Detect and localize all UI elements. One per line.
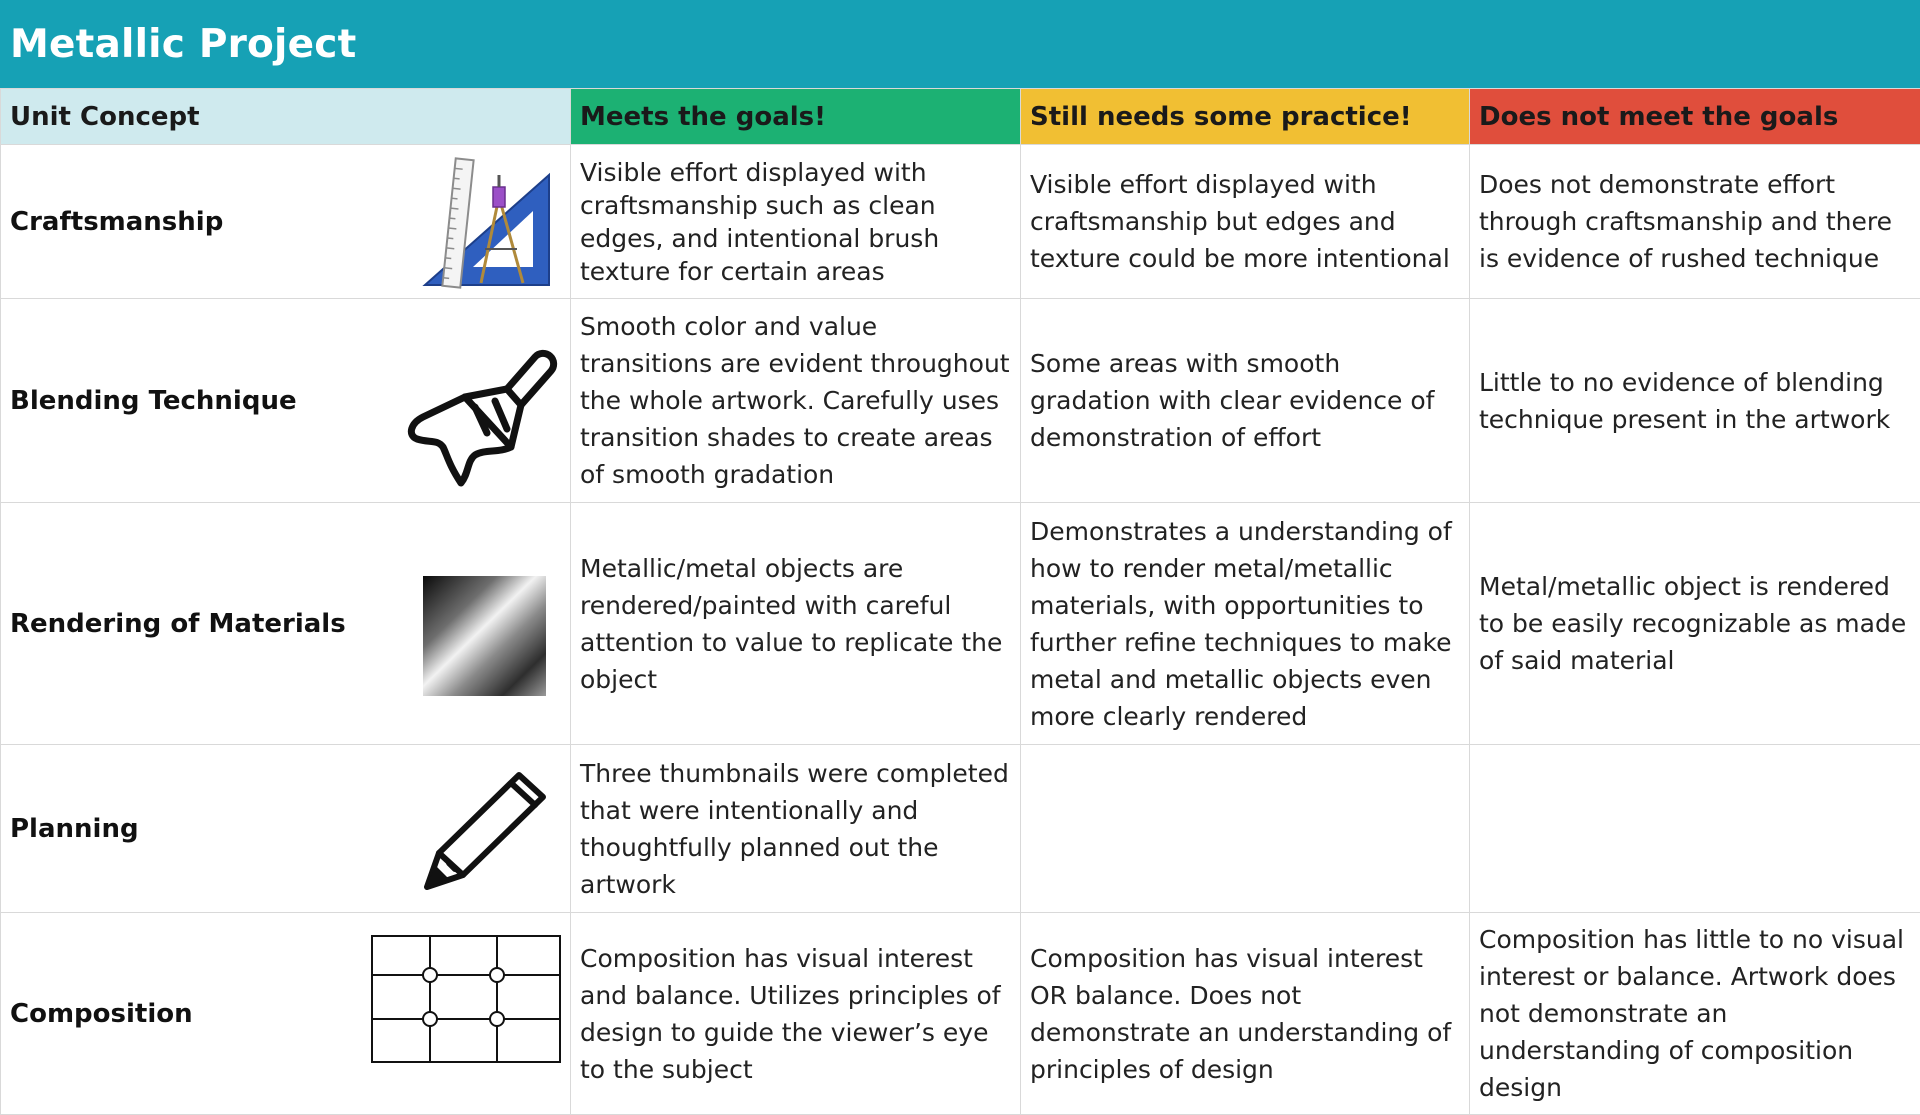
metallic-gradient-swatch-icon bbox=[423, 576, 546, 696]
needs-practice-cell: Visible effort displayed with craftsmanship but edges and texture could be more intentional bbox=[1021, 145, 1470, 299]
does-not-meet-cell bbox=[1470, 745, 1920, 913]
does-not-meet-cell: Little to no evidence of blending technique present in the artwork bbox=[1470, 299, 1920, 503]
header-unit-concept: Unit Concept bbox=[1, 89, 571, 145]
page-title: Metallic Project bbox=[10, 22, 356, 67]
paintbrush-icon bbox=[403, 343, 563, 495]
rule-of-thirds-grid-icon bbox=[371, 935, 561, 1063]
does-not-meet-cell: Metal/metallic object is rendered to be easily recognizable as made of said material bbox=[1470, 503, 1920, 745]
pencil-icon bbox=[421, 767, 551, 895]
meets-goals-cell: Visible effort displayed with craftsmanship such as clean edges, and intentional brush texture for certain areas bbox=[571, 145, 1021, 299]
title-bar bbox=[0, 0, 1920, 88]
concept-cell bbox=[1, 913, 571, 1115]
table-row-rendering-of-materials bbox=[1, 503, 1920, 745]
table-row-planning bbox=[1, 745, 1920, 913]
does-not-meet-cell: Composition has little to no visual interest or balance. Artwork does not demonstrate an understanding of composition design bbox=[1470, 913, 1920, 1115]
meets-goals-cell: Metallic/metal objects are rendered/painted with careful attention to value to replicate the object bbox=[571, 503, 1021, 745]
concept-cell bbox=[1, 299, 571, 503]
concept-label: Blending Technique bbox=[10, 386, 297, 416]
meets-goals-cell: Smooth color and value transitions are evident throughout the whole artwork. Carefully uses transition shades to create areas of smooth gradation bbox=[571, 299, 1021, 503]
concept-label: Composition bbox=[10, 999, 193, 1029]
table-row-composition bbox=[1, 913, 1920, 1115]
needs-practice-cell: Demonstrates a understanding of how to render metal/metallic materials, with opportunities to further refine techniques to make metal and metallic objects even more clearly rendered bbox=[1021, 503, 1470, 745]
needs-practice-cell: Composition has visual interest OR balance. Does not demonstrate an understanding of principles of design bbox=[1021, 913, 1470, 1115]
concept-cell bbox=[1, 745, 571, 913]
concept-label: Craftsmanship bbox=[10, 207, 223, 237]
concept-cell bbox=[1, 145, 571, 299]
concept-cell bbox=[1, 503, 571, 745]
table-row-blending-technique bbox=[1, 299, 1920, 503]
header-does-not-meet: Does not meet the goals bbox=[1470, 89, 1920, 145]
table-row-craftsmanship bbox=[1, 145, 1920, 299]
does-not-meet-cell: Does not demonstrate effort through craftsmanship and there is evidence of rushed technique bbox=[1470, 145, 1920, 299]
header-meets-goals: Meets the goals! bbox=[571, 89, 1021, 145]
rubric-table bbox=[0, 88, 1920, 1115]
concept-label: Planning bbox=[10, 814, 139, 844]
header-needs-practice: Still needs some practice! bbox=[1021, 89, 1470, 145]
drafting-tools-icon bbox=[421, 153, 551, 291]
meets-goals-cell: Three thumbnails were completed that were intentionally and thoughtfully planned out the artwork bbox=[571, 745, 1021, 913]
needs-practice-cell bbox=[1021, 745, 1470, 913]
header-row bbox=[1, 89, 1920, 145]
concept-label: Rendering of Materials bbox=[10, 609, 346, 639]
meets-goals-cell: Composition has visual interest and balance. Utilizes principles of design to guide the viewer’s eye to the subject bbox=[571, 913, 1021, 1115]
needs-practice-cell: Some areas with smooth gradation with clear evidence of demonstration of effort bbox=[1021, 299, 1470, 503]
